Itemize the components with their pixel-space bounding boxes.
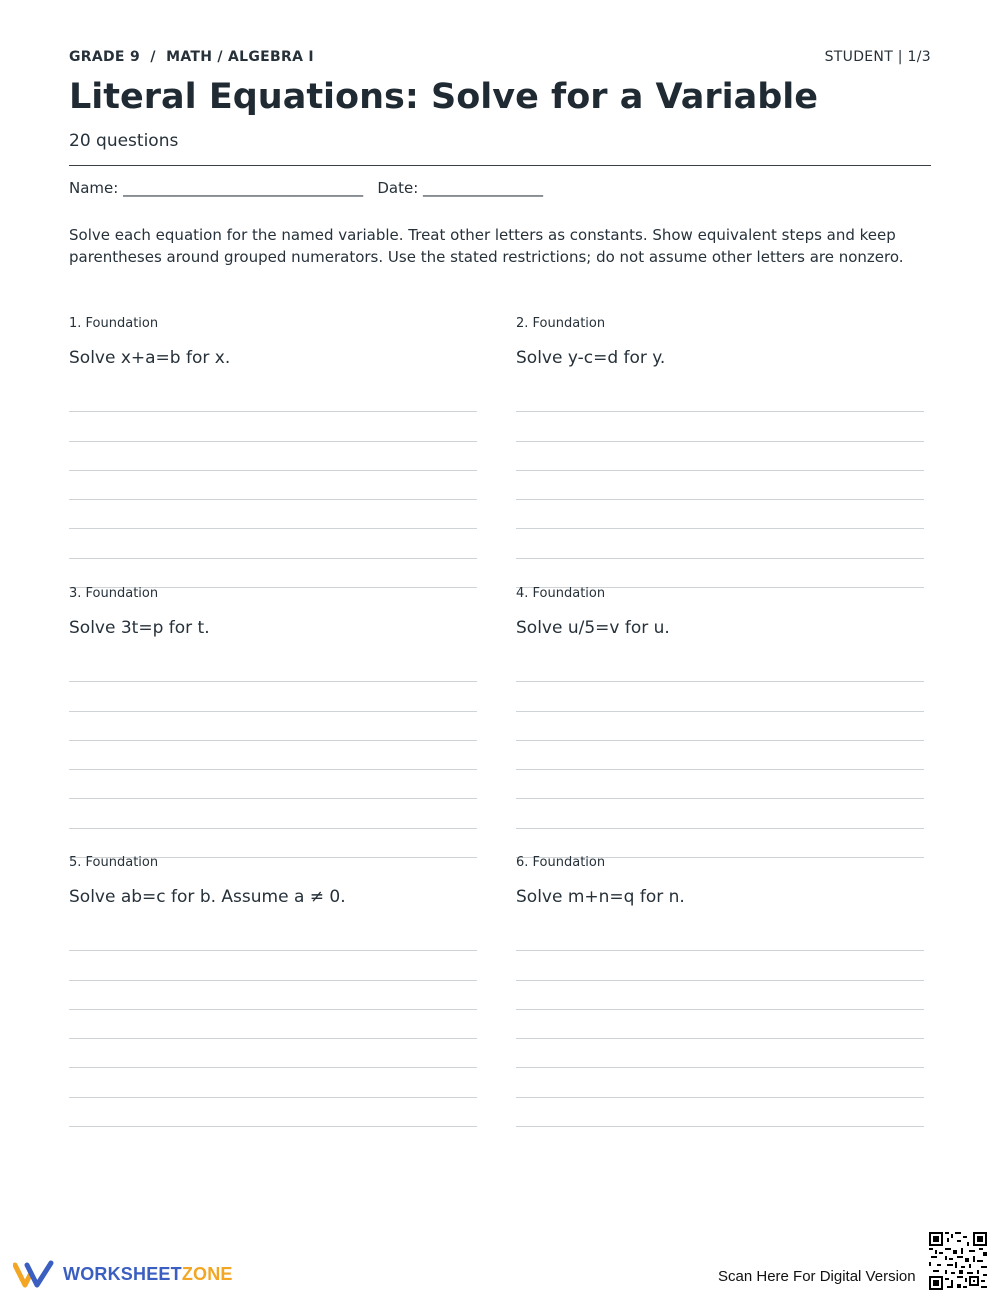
question-text: Solve 3t=p for t. (69, 618, 210, 638)
answer-lines[interactable] (516, 383, 924, 588)
page-header (69, 49, 931, 69)
question-5 (69, 855, 477, 911)
answer-lines[interactable] (69, 383, 477, 588)
worksheetzone-logo-icon (13, 1259, 57, 1289)
header-divider (69, 165, 931, 166)
name-date-fields[interactable]: Name: ________________________________ Date: ________________ (69, 179, 544, 197)
question-3 (69, 586, 477, 642)
logo-word-zone: ZONE (181, 1263, 233, 1284)
logo-word-worksheet: WORKSHEET (63, 1263, 182, 1284)
qr-code-icon[interactable] (929, 1232, 987, 1290)
breadcrumb: GRADE 9 / MATH / ALGEBRA I (69, 49, 314, 65)
question-label: 4. Foundation (516, 586, 606, 601)
page-info: STUDENT | 1/3 (824, 49, 931, 65)
answer-lines[interactable] (69, 653, 477, 858)
question-label: 2. Foundation (516, 316, 606, 331)
question-2 (516, 316, 924, 372)
question-text: Solve x+a=b for x. (69, 348, 231, 368)
question-label: 5. Foundation (69, 855, 159, 870)
question-text: Solve y-c=d for y. (516, 348, 666, 368)
page-title: Literal Equations: Solve for a Variable (69, 77, 818, 117)
answer-lines[interactable] (516, 653, 924, 858)
question-label: 6. Foundation (516, 855, 606, 870)
question-text: Solve ab=c for b. Assume a ≠ 0. (69, 887, 346, 907)
question-text: Solve m+n=q for n. (516, 887, 685, 907)
logo-wordmark (63, 1264, 233, 1285)
question-4 (516, 586, 924, 642)
question-6 (516, 855, 924, 911)
question-label: 1. Foundation (69, 316, 159, 331)
question-1 (69, 316, 477, 372)
scan-caption: Scan Here For Digital Version (718, 1268, 916, 1285)
question-count: 20 questions (69, 131, 179, 151)
worksheetzone-logo[interactable] (13, 1259, 233, 1289)
question-label: 3. Foundation (69, 586, 159, 601)
instructions: Solve each equation for the named variable. Treat other letters as constants. Show equivalent steps and keep parentheses around grouped numerators. Use the stated restrictions; do not assume other letters are nonzero. (69, 226, 904, 266)
question-text: Solve u/5=v for u. (516, 618, 670, 638)
answer-lines[interactable] (516, 922, 924, 1127)
answer-lines[interactable] (69, 922, 477, 1127)
